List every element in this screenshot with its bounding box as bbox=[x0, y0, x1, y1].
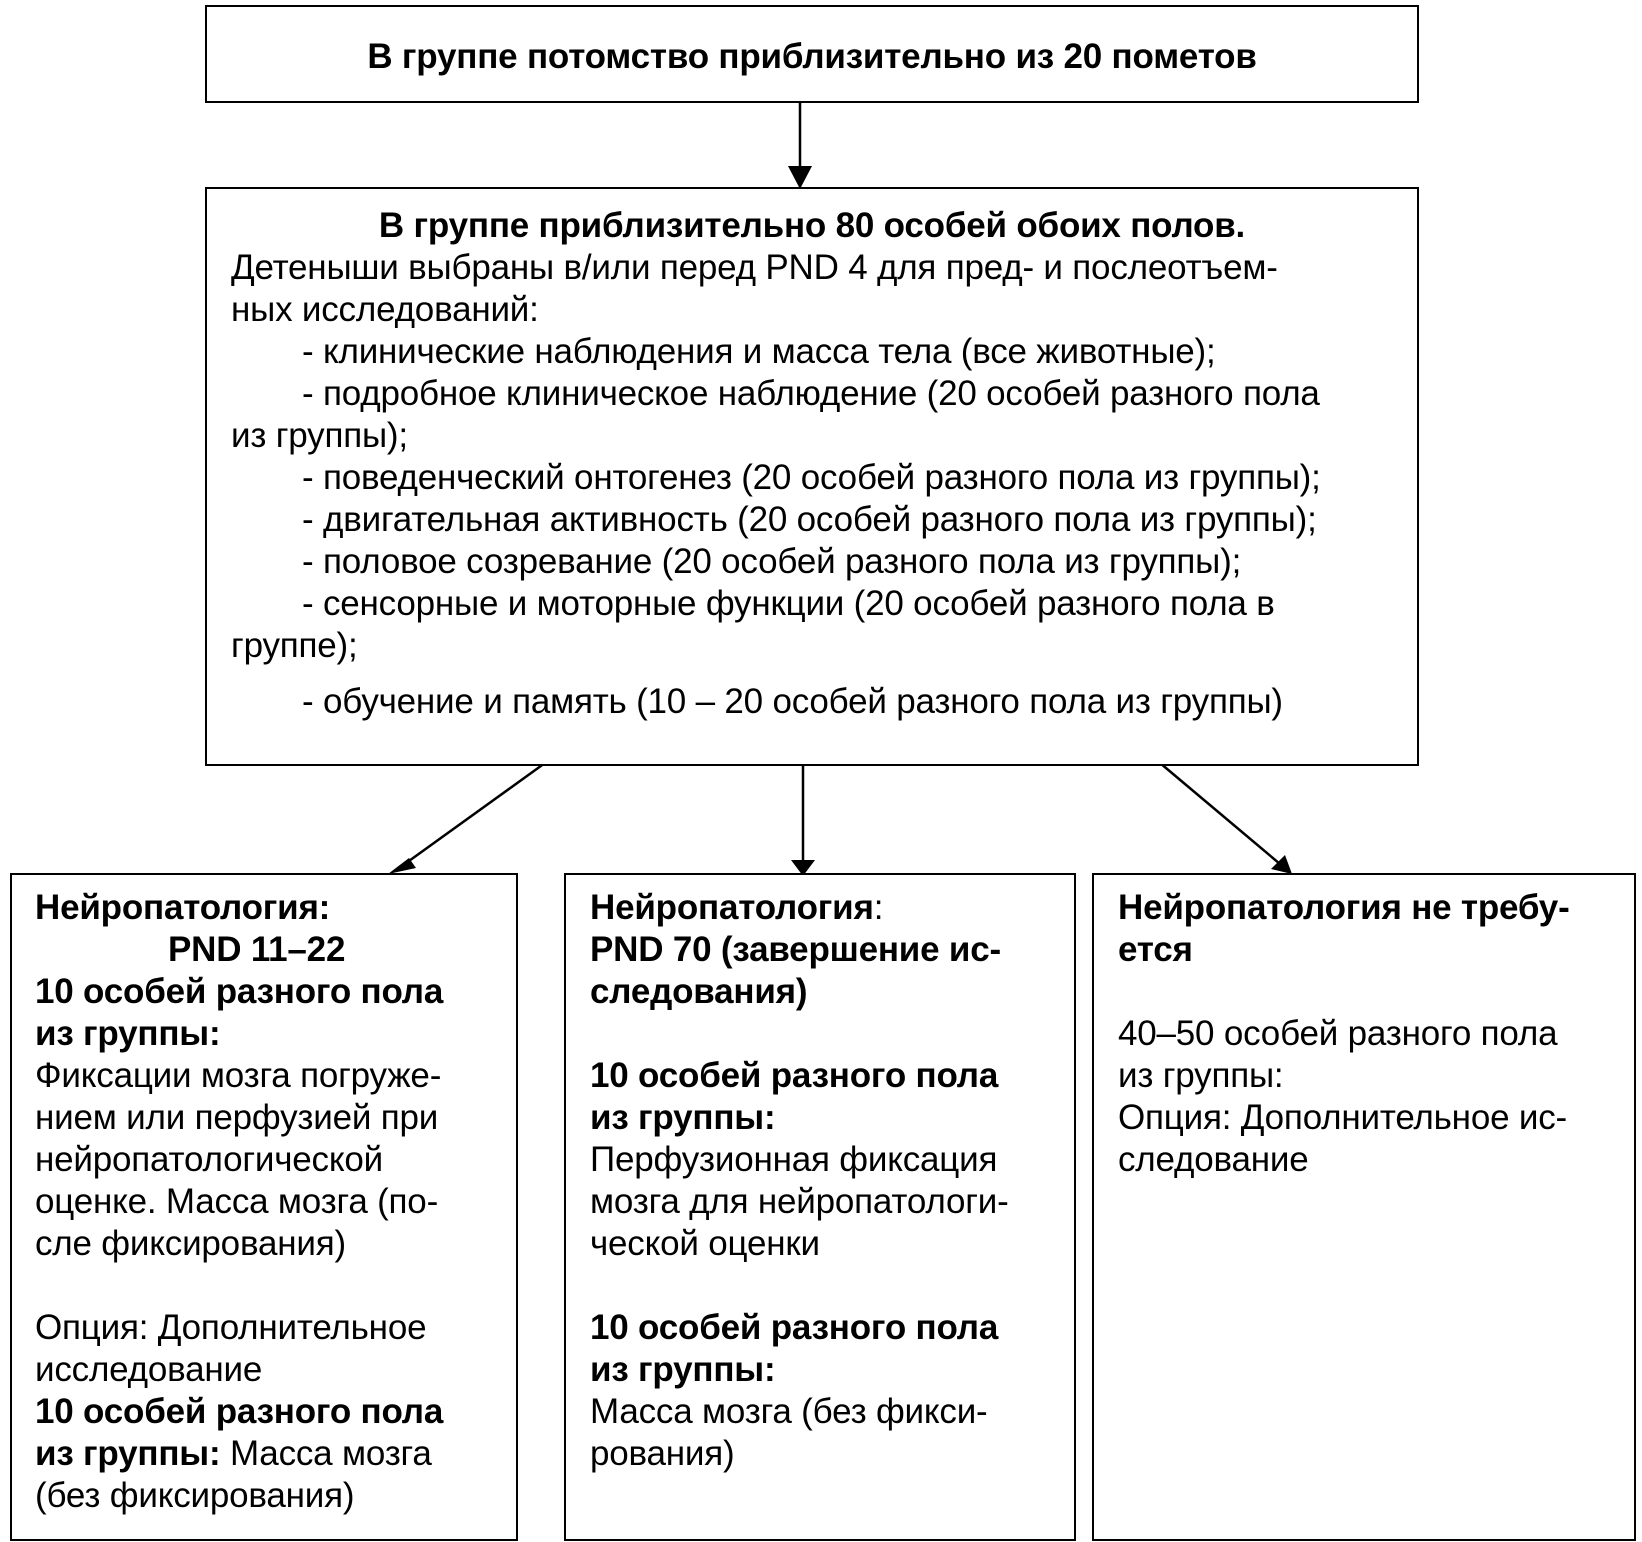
center-desc1-line: ческой оценки bbox=[590, 1224, 820, 1263]
center-box-title-colon: : bbox=[873, 888, 884, 927]
arrow-middle-to-left bbox=[402, 763, 545, 866]
right-line: следование bbox=[1118, 1140, 1309, 1179]
center-box-pnd: PND 70 (завершение ис- bbox=[590, 930, 1001, 969]
center-desc2-line: Масса мозга (без фикси- bbox=[590, 1392, 988, 1431]
right-line: из группы: bbox=[1118, 1056, 1284, 1095]
middle-list-item: - двигательная активность (20 особей разного пола из группы); bbox=[302, 500, 1317, 539]
left-group2-line bbox=[35, 1433, 432, 1475]
left-desc-line: нием или перфузией при bbox=[35, 1098, 439, 1137]
center-box-title bbox=[590, 887, 883, 929]
middle-line: Детеныши выбраны в/или перед PND 4 для пред- и послеотъем- bbox=[231, 248, 1278, 287]
left-group2-label: 10 особей разного пола bbox=[35, 1392, 444, 1431]
center-box-title-text: Нейропатология bbox=[590, 888, 874, 927]
middle-list-item: - поведенческий онтогенез (20 особей разного пола из группы); bbox=[302, 458, 1321, 497]
right-box-title: Нейропатология не требу- bbox=[1118, 888, 1570, 927]
left-group1-label: 10 особей разного пола bbox=[35, 972, 444, 1011]
left-option-line: Опция: Дополнительное bbox=[35, 1308, 427, 1347]
left-desc-line: оценке. Масса мозга (по- bbox=[35, 1182, 439, 1221]
arrow-middle-to-right bbox=[1160, 763, 1280, 864]
center-group1-label: из группы: bbox=[590, 1098, 776, 1137]
center-desc2-line: рования) bbox=[590, 1434, 735, 1473]
top-box-title: В группе потомство приблизительно из 20 пометов bbox=[367, 37, 1257, 76]
right-line: 40–50 особей разного пола bbox=[1118, 1014, 1558, 1053]
right-box-title: ется bbox=[1118, 930, 1193, 969]
left-desc-line: Фиксации мозга погруже- bbox=[35, 1056, 442, 1095]
center-group2-label: 10 особей разного пола bbox=[590, 1308, 999, 1347]
left-desc-line: сле фиксирования) bbox=[35, 1224, 346, 1263]
left-group1-label: из группы: bbox=[35, 1014, 221, 1053]
middle-list-item: - обучение и память (10 – 20 особей разного пола из группы) bbox=[302, 682, 1283, 721]
middle-list-item-cont: группе); bbox=[231, 626, 358, 665]
center-box-pnd: следования) bbox=[590, 972, 808, 1011]
middle-line: ных исследований: bbox=[231, 290, 539, 329]
middle-list-item: - половое созревание (20 особей разного пола из группы); bbox=[302, 542, 1242, 581]
left-box-pnd: PND 11–22 bbox=[168, 930, 346, 969]
right-box bbox=[1092, 873, 1636, 1541]
left-group2-label: из группы: bbox=[35, 1434, 221, 1473]
left-option-line: исследование bbox=[35, 1350, 263, 1389]
middle-box-heading: В группе приблизительно 80 особей обоих полов. bbox=[378, 206, 1246, 245]
right-line: Опция: Дополнительное ис- bbox=[1118, 1098, 1567, 1137]
left-group2-text: Масса мозга bbox=[220, 1434, 432, 1473]
middle-list-item: - сенсорные и моторные функции (20 особей разного пола в bbox=[302, 584, 1275, 623]
left-desc-line: нейропатологической bbox=[35, 1140, 383, 1179]
center-group1-label: 10 особей разного пола bbox=[590, 1056, 999, 1095]
left-box-title: Нейропатология: bbox=[35, 888, 331, 927]
middle-list-item: - клинические наблюдения и масса тела (все животные); bbox=[302, 332, 1216, 371]
center-group2-label: из группы: bbox=[590, 1350, 776, 1389]
middle-list-item-cont: из группы); bbox=[231, 416, 408, 455]
middle-list-item: - подробное клиническое наблюдение (20 особей разного пола bbox=[302, 374, 1320, 413]
center-desc1-line: мозга для нейропатологи- bbox=[590, 1182, 1009, 1221]
center-desc1-line: Перфузионная фиксация bbox=[590, 1140, 998, 1179]
arrowhead-middle bbox=[788, 166, 812, 189]
left-group2-line: (без фиксирования) bbox=[35, 1476, 355, 1515]
